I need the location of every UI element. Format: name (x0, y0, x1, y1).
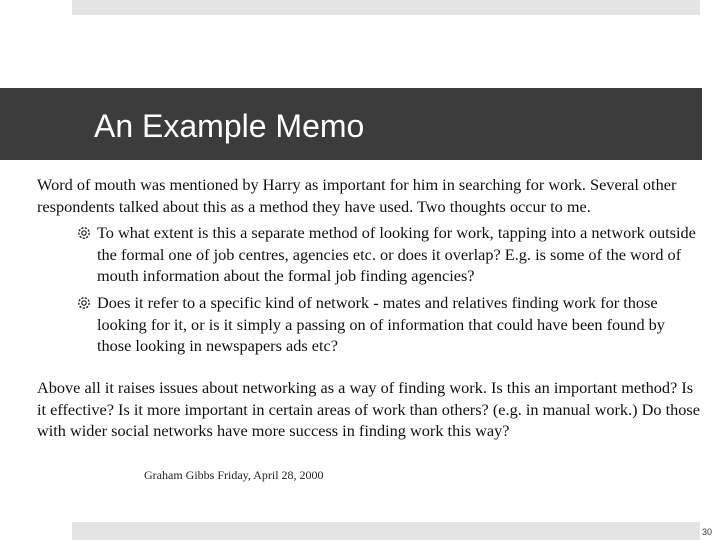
author-line: Graham Gibbs Friday, April 28, 2000 (144, 468, 324, 482)
bullet-item: To what extent is this a separate method of looking for work, tapping into a network outside the formal one of job centres, agencies etc. or does it overlap? E.g. is some of the word of mouth information about the formal job finding agencies? (97, 223, 696, 285)
intro-paragraph: Word of mouth was mentioned by Harry as important for him in searching for work. Several other respondents talked about this as a method they have used. Two thoughts occur to me. (37, 175, 677, 216)
conclusion-paragraph: Above all it raises issues about networking as a way of finding work. Is this an important method? Is it effective? Is it more important in certain areas of work than others? (e.g. in manual work.) Do those with wider social networks have more success in finding work this way? (37, 378, 700, 440)
top-accent-bar (72, 0, 700, 15)
title-band-gap (702, 88, 720, 160)
slide-title: An Example Memo (94, 108, 365, 144)
bullet-item: Does it refer to a specific kind of network - mates and relatives finding work for those looking for it, or is it simply a passing on of information that could have been found by those looking in newspapers ads etc? (97, 293, 665, 355)
page-number: 30 (702, 527, 713, 537)
bottom-accent-bar (72, 522, 700, 540)
gear-bullet-icon (77, 296, 91, 310)
gear-bullet-icon (77, 226, 91, 240)
